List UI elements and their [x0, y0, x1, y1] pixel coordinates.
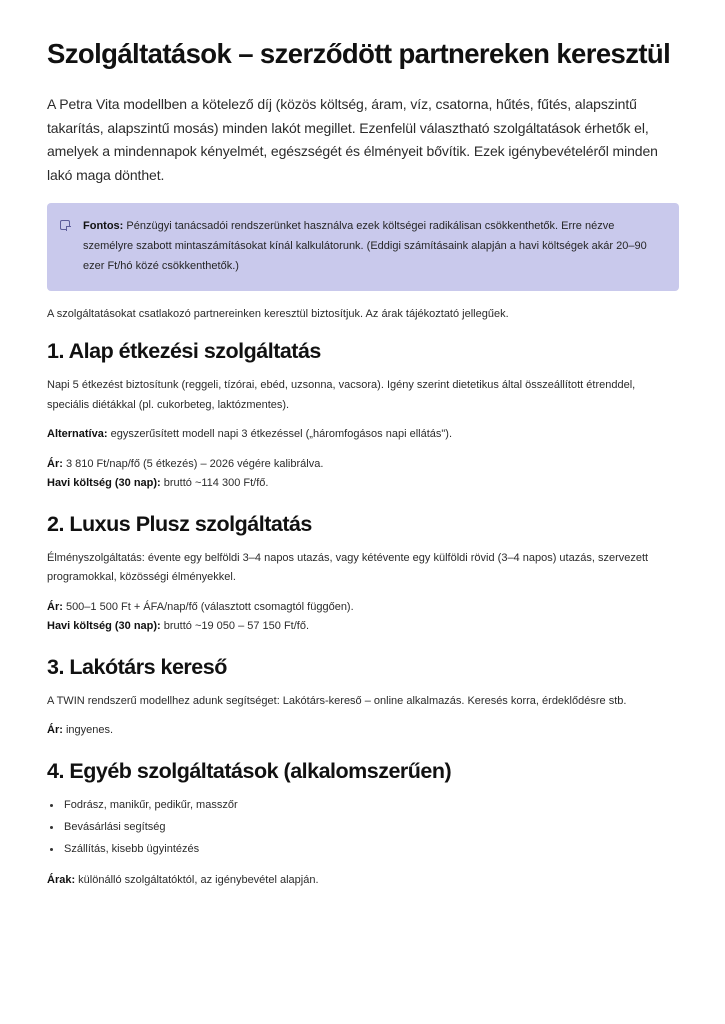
price-label: Ár: — [47, 600, 63, 613]
list-item: Fodrász, manikűr, pedikűr, masszőr — [47, 794, 679, 816]
section-luxus-plusz — [47, 510, 679, 637]
price-text: 3 810 Ft/nap/fő (5 étkezés) – 2026 végére kalibrálva. — [62, 457, 324, 470]
price-block — [47, 721, 679, 741]
price-block — [47, 871, 679, 891]
document-page — [47, 36, 679, 890]
note-icon — [60, 220, 70, 230]
price-block — [47, 455, 679, 494]
section-heading: 3. Lakótárs kereső — [47, 654, 227, 679]
section-heading: 4. Egyéb szolgáltatások (alkalomszerűen) — [47, 758, 452, 783]
section-meal-service — [47, 337, 679, 494]
alternative-label: Alternatíva: — [47, 428, 108, 440]
partners-note: A szolgáltatásokat csatlakozó partnereinken keresztül biztosítjuk. Az árak tájékoztató jellegűek. — [47, 308, 509, 320]
monthly-cost-text: bruttó ~19 050 – 57 150 Ft/fő. — [160, 620, 310, 632]
price-label: Ár: — [47, 457, 63, 470]
section-roommate-finder — [47, 653, 679, 741]
list-item: Szállítás, kisebb ügyintézés — [47, 838, 679, 860]
section-heading: 2. Luxus Plusz szolgáltatás — [47, 511, 312, 536]
section-description: Élményszolgáltatás: évente egy belföldi 3–4 napos utazás, vagy kétévente egy külföldi rövid (3–4 napos) utazás, szervezett programokkal, közösségi élményekkel. — [47, 551, 649, 583]
price-block — [47, 598, 679, 637]
important-callout — [47, 203, 679, 291]
price-text: különálló szolgáltatóktól, az igénybevétel alapján. — [75, 873, 319, 886]
intro-paragraph: A Petra Vita modellben a kötelező díj (közös költség, áram, víz, csatorna, hűtés, fűtés, alapszintű takarítás, alapszintű mosás) minden lakót megillet. Ezenfelül választható szolgáltatások érhetők el, amelyek a mindennapok kényelmét, egészségét és élményeit bővítik. Ezek igénybevételéről minden lakó maga dönthet. — [47, 96, 658, 183]
alternative-line — [47, 425, 679, 445]
monthly-cost-label: Havi költség (30 nap): — [47, 620, 161, 632]
section-description: A TWIN rendszerű modellhez adunk segítséget: Lakótárs-kereső – online alkalmazás. Keresés korra, érdeklődésre stb. — [47, 694, 627, 707]
price-label: Ár: — [47, 724, 63, 736]
callout-text: Pénzügyi tanácsadói rendszerünket használva ezek költségei radikálisan csökkenthetők. Erre nézve személyre szabott mintaszámításokat kínál kalkulátorunk. (Eddigi számításaink alapján a havi költségek akár 20–90 ezer Ft/hó közé csökkenthetők.) — [83, 220, 647, 272]
alternative-text: egyszerűsített modell napi 3 étkezéssel („háromfogásos napi ellátás"). — [107, 428, 452, 440]
section-description: Napi 5 étkezést biztosítunk (reggeli, tízórai, ebéd, uzsonna, vacsora). Igény szerint dietetikus által összeállított étrenddel, speciális diétákkal (pl. cukorbeteg, laktózmentes). — [47, 379, 636, 411]
section-other-services — [47, 757, 679, 891]
page-title: Szolgáltatások – szerződött partnereken keresztül — [47, 38, 671, 69]
callout-label: Fontos: — [83, 220, 124, 232]
services-list — [47, 794, 679, 860]
price-text: ingyenes. — [62, 724, 114, 736]
price-label: Árak: — [47, 873, 76, 886]
section-heading: 1. Alap étkezési szolgáltatás — [47, 339, 321, 363]
monthly-cost-text: bruttó ~114 300 Ft/fő. — [160, 477, 269, 489]
price-text: 500–1 500 Ft + ÁFA/nap/fő (választott csomagtól függően). — [62, 600, 354, 613]
monthly-cost-label: Havi költség (30 nap): — [47, 477, 161, 489]
list-item: Bevásárlási segítség — [47, 816, 679, 838]
